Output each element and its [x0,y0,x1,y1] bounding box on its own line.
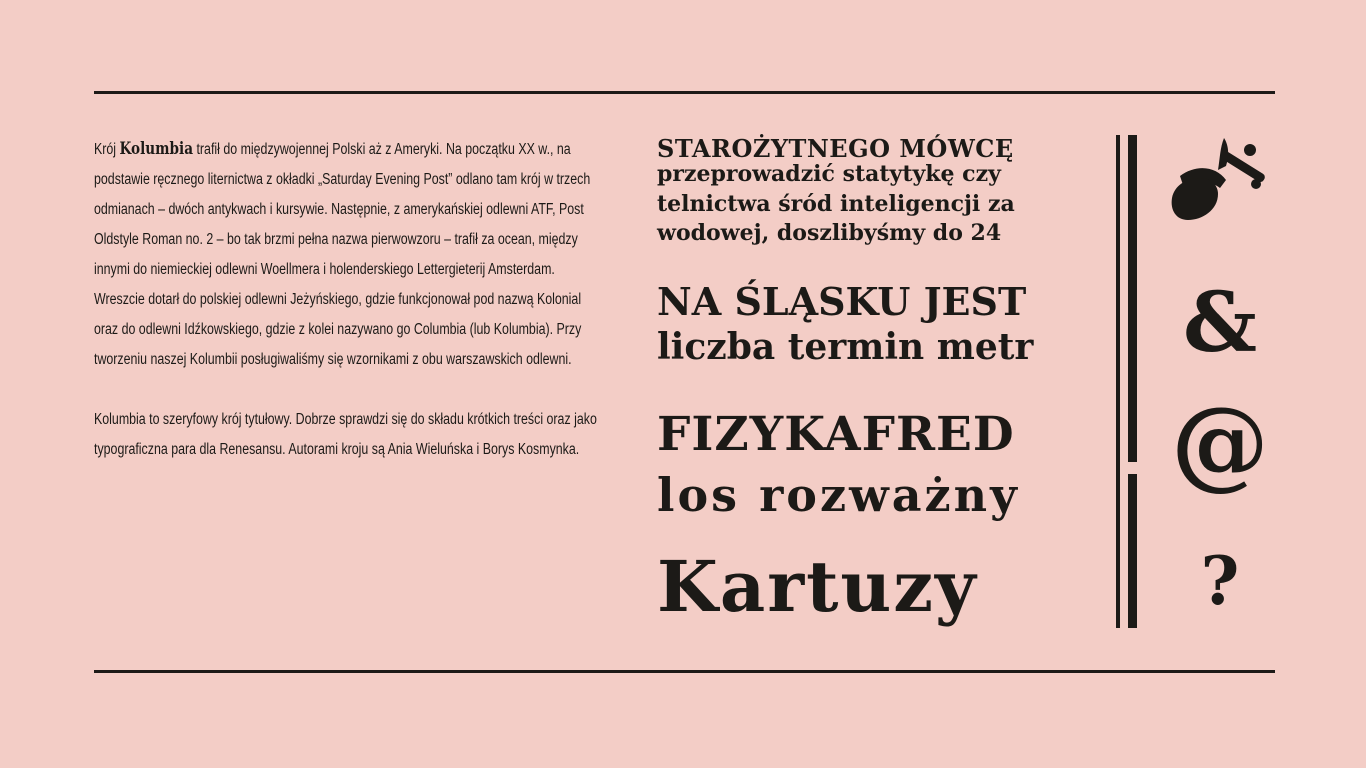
specimen-line-4: wodowej, doszlibyśmy do 24 [657,220,1002,246]
specimen-line-8: los rozważny [657,468,1020,522]
specimen-line-3: telnictwa śród inteligencji za [657,191,1015,217]
specimen-line-6: liczba termin metr [657,326,1034,368]
ampersand-glyph: & [1182,275,1258,371]
specimen-line-7: FIZYKAFRED [657,407,1015,462]
top-rule [94,91,1275,94]
bottom-rule [94,670,1275,673]
description-text [94,134,606,495]
font-name: Kolumbia [119,139,194,159]
specimen-line-1: STAROŻYTNEGO MÓWCĘ [657,134,1014,163]
specimen-line-2: przeprowadzić statytykę czy [657,161,1001,187]
specimen-line-5: NA ŚLĄSKU JEST [657,279,1027,324]
specimen-line-9: Kartuzy [657,545,978,628]
acorn-icon [1166,136,1270,231]
question-mark-glyph: ? [1200,542,1240,620]
description-paragraph-1 [94,134,606,375]
vertical-rule-thick-upper [1128,135,1137,462]
at-sign-glyph: @ [1171,386,1269,501]
description-paragraph-2: Kolumbia to szeryfowy krój tytułowy. Dobrze sprawdzi się do składu krótkich treści oraz jako typograficzna para dla Renesansu. Autorami kroju są Ania Wieluńska i Borys Kosmynka. [94,411,597,458]
p1-text-start: Krój [94,141,120,158]
vertical-rule-thin [1116,135,1120,628]
p1-text-rest: trafił do międzywojennej Polski aż z Ameryki. Na początku XX w., na podstawie ręcznego liternictwa z okładki „Saturday Evening Post” odlano tam krój w trzech odmianach – dwóch antykwach i kursywie. Następnie, z amerykańskiej odlewni ATF, Post Oldstyle Roman no. 2 – bo tak brzmi pełna nazwa pierwowzoru – trafił za ocean, między innymi do niemieckiej odlewni Woellmera i holenderskiego Lettergieterij Amsterdam. Wreszcie dotarł do polskiej odlewni Jeżyńskiego, gdzie funkcjonował pod nazwą Kolonial oraz do odlewni Idźkowskiego, gdzie z kolei nazywano go Columbia (lub Kolumbia). Przy tworzeniu naszej Kolumbii posługiwaliśmy się wzornikami z obu warszawskich odlewni. [94,141,591,368]
vertical-rule-thick-lower [1128,474,1137,628]
